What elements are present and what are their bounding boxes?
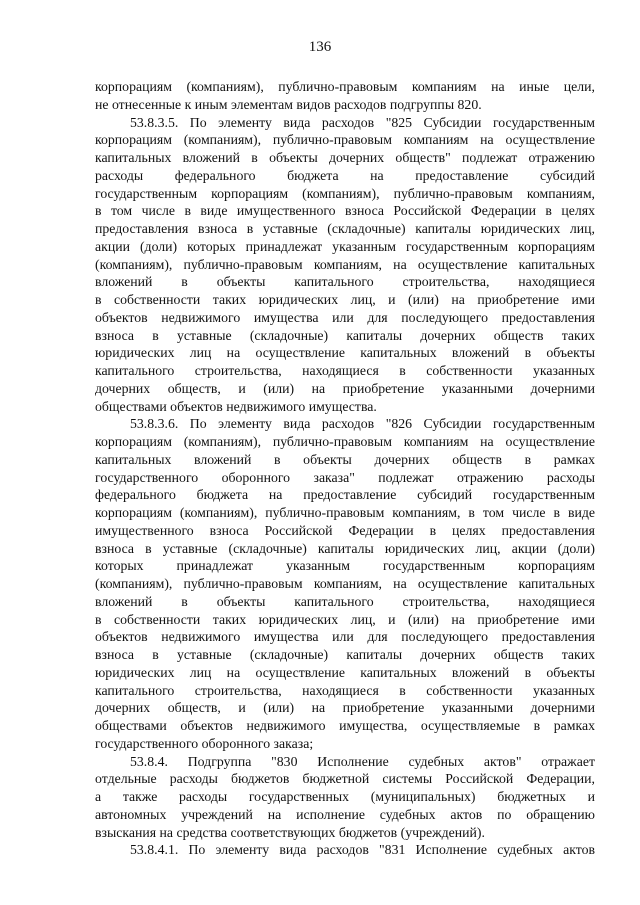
paragraph xyxy=(95,114,595,416)
text-line: государственным корпорациям (компаниям), публично-правовым компаниям, xyxy=(95,185,595,201)
text-line: обществами объектов недвижимого имущества. xyxy=(95,398,377,414)
text-line: вложений в объекты капитального строительства, находящиеся xyxy=(95,274,595,290)
text-line: объектов недвижимого имущества или для последующего предоставления xyxy=(95,629,595,645)
text-line: взноса в уставные (складочные) капиталы дочерних обществ таких xyxy=(95,327,595,343)
text-line: предоставления взноса в уставные (складочные) капиталы юридических лиц, xyxy=(95,221,595,236)
text-line: 53.8.4. Подгруппа "830 Исполнение судебных актов" отражает xyxy=(130,753,595,769)
text-line: дочерних обществ, и (или) на приобретение указанными дочерними xyxy=(95,700,595,716)
text-line: юридических лиц на осуществление капитальных вложений в объекты xyxy=(95,664,595,680)
document-body xyxy=(95,78,595,859)
text-line: 53.8.3.5. По элементу вида расходов "825 Субсидии государственным xyxy=(130,114,595,130)
text-line: капитальных вложений в объекты дочерних обществ в рамках xyxy=(95,451,595,467)
text-line: автономных учреждений на исполнение судебных актов по обращению xyxy=(95,806,595,822)
text-line: капитальных вложений в объекты дочерних обществ" подлежат отражению xyxy=(95,150,595,165)
text-line: 53.8.4.1. По элементу вида расходов "831 Исполнение судебных актов xyxy=(130,842,595,858)
text-line: а также расходы государственных (муниципальных) бюджетных и xyxy=(95,789,595,804)
text-line: акции (доли) которых принадлежат указанным государственным корпорациям xyxy=(95,238,595,254)
text-line: отдельные расходы бюджетов бюджетной системы Российской Федерации, xyxy=(95,771,595,787)
text-line: капитального строительства, находящиеся в собственности указанных xyxy=(95,682,595,698)
text-line: взноса в уставные (складочные) капиталы юридических лиц, акции (доли) xyxy=(95,540,595,556)
text-line: взноса в уставные (складочные) капиталы дочерних обществ таких xyxy=(95,647,595,662)
text-line: федерального бюджета на предоставление субсидий государственным xyxy=(95,487,595,503)
paragraph xyxy=(95,753,595,842)
text-line: в том числе в виде имущественного взноса Российской Федерации в целях xyxy=(95,203,595,219)
text-line: корпорациям (компаниям), публично-правовым компаниям, в том числе в виде xyxy=(95,505,595,520)
text-line: корпорациям (компаниям), публично-правовым компаниям на осуществление xyxy=(95,434,595,449)
text-line: обществами объектов недвижимого имущества, осуществляемые в рамках xyxy=(95,718,595,733)
text-line: юридических лиц на осуществление капитальных вложений в объекты xyxy=(95,345,595,361)
text-line: дочерних обществ, и (или) на приобретение указанными дочерними xyxy=(95,380,595,396)
text-line: которых принадлежат указанным государственным корпорациям xyxy=(95,558,595,574)
paragraph xyxy=(95,415,595,752)
text-line: корпорациям (компаниям), публично-правовым компаниям на осуществление xyxy=(95,132,595,148)
text-line: объектов недвижимого имущества или для последующего предоставления xyxy=(95,309,595,325)
text-line: (компаниям), публично-правовым компаниям, на осуществление капитальных xyxy=(95,576,595,591)
text-line: государственного оборонного заказа" подлежат отражению расходы xyxy=(95,469,595,485)
text-line: капитального строительства, находящиеся в собственности указанных xyxy=(95,363,595,378)
page-number: 136 xyxy=(308,39,332,55)
text-line: имущественного взноса Российской Федерации в целях предоставления xyxy=(95,522,595,538)
text-line: расходы федерального бюджета на предоставление субсидий xyxy=(95,167,595,183)
text-line: корпорациям (компаниям), публично-правовым компаниям на иные цели, xyxy=(95,79,595,94)
text-line: в собственности таких юридических лиц, и (или) на приобретение ими xyxy=(95,611,595,627)
paragraph xyxy=(95,841,595,859)
text-line: не отнесенные к иным элементам видов расходов подгруппы 820. xyxy=(95,96,482,112)
text-line: вложений в объекты капитального строительства, находящиеся xyxy=(95,593,595,609)
text-line: государственного оборонного заказа; xyxy=(95,735,314,751)
text-line: (компаниям), публично-правовым компаниям, на осуществление капитальных xyxy=(95,256,595,272)
paragraph xyxy=(95,78,595,114)
text-line: взыскания на средства соответствующих бюджетов (учреждений). xyxy=(95,824,485,840)
text-line: 53.8.3.6. По элементу вида расходов "826 Субсидии государственным xyxy=(130,416,595,432)
text-line: в собственности таких юридических лиц, и (или) на приобретение ими xyxy=(95,292,595,307)
